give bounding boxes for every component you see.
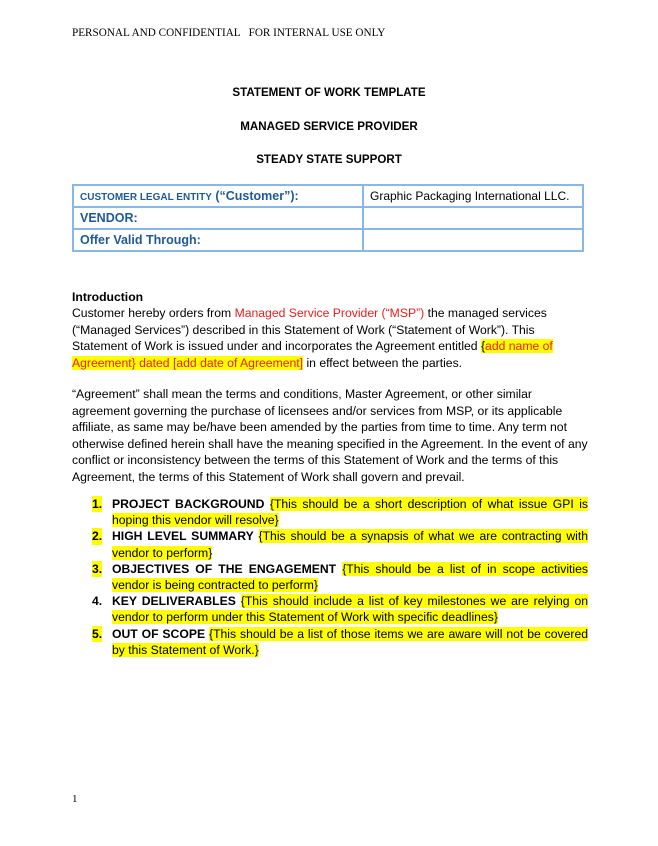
- section-description: {This should include a list of key milestones we are relying on vendor to perform under this Statement of Work with specific deadlines}: [112, 594, 588, 625]
- section-heading: OUT OF SCOPE: [112, 626, 206, 641]
- offer-valid-through-label: Offer Valid Through:: [73, 229, 363, 251]
- table-row: [73, 229, 583, 251]
- section-description: {This should be a synapsis of what we are contracting with vendor to perform}: [112, 529, 589, 560]
- section-heading: OBJECTIVES OF THE ENGAGEMENT: [112, 561, 337, 576]
- list-item: [72, 496, 588, 528]
- section-number: 1.: [92, 497, 103, 511]
- section-heading: PROJECT BACKGROUND: [112, 497, 265, 511]
- offer-valid-through-value[interactable]: [363, 229, 583, 251]
- section-heading: HIGH LEVEL SUMMARY: [112, 529, 254, 544]
- list-item: [72, 626, 588, 658]
- list-item: [72, 561, 588, 593]
- section-number: 2.: [92, 529, 103, 544]
- msp-placeholder: Managed Service Provider (“MSP”): [234, 306, 425, 320]
- table-row: [73, 207, 583, 229]
- sow-sections-list: [72, 496, 588, 658]
- agreement-placeholder: add name of Agreement} dated [add date of Agreement]: [72, 339, 553, 370]
- list-item: [72, 593, 588, 625]
- vendor-value[interactable]: [363, 207, 583, 229]
- customer-legal-entity-label: CUSTOMER LEGAL ENTITY (“Customer”):: [73, 185, 363, 207]
- vendor-label: VENDOR:: [73, 207, 363, 229]
- list-item: [72, 528, 588, 560]
- section-number: 5.: [92, 626, 103, 641]
- page-number: 1: [72, 793, 78, 805]
- document-title: STATEMENT OF WORK TEMPLATE: [232, 86, 426, 99]
- document-subtitle: MANAGED SERVICE PROVIDER: [240, 120, 418, 133]
- customer-legal-entity-value[interactable]: Graphic Packaging International LLC.: [363, 185, 583, 207]
- agreement-placeholder-brace: {: [480, 339, 486, 353]
- section-number: 3.: [92, 561, 103, 576]
- section-description: {This should be a list of those items we are aware will not be covered by this Statement of Work.}: [112, 626, 589, 657]
- table-row: [73, 185, 583, 207]
- section-description: {This should be a list of in scope activities vendor is being contracted to perform}: [112, 561, 589, 593]
- section-number: 4.: [92, 594, 103, 609]
- customer-info-table: [72, 184, 584, 252]
- section-description: {This should be a short description of what issue GPI is hoping this vendor will resolve}: [112, 497, 588, 528]
- document-subtitle-2: STEADY STATE SUPPORT: [256, 153, 402, 166]
- agreement-definition-paragraph: “Agreement” shall mean the terms and conditions, Master Agreement, or other similar agreement governing the purchase of licensees and/or services from MSP, or its applicable affiliate, as same may be/have been amended by the parties from time to time. Any term not otherwise defined herein shall have the meaning specified in the Agreement. In the event of any conflict or inconsistency between the terms of this Statement of Work and the terms of this Agreement, the terms of this Statement of Work shall govern and prevail.: [72, 387, 588, 484]
- section-heading: KEY DELIVERABLES: [112, 594, 236, 609]
- confidentiality-header: PERSONAL AND CONFIDENTIAL FOR INTERNAL USE ONLY: [72, 27, 386, 39]
- introduction-paragraph-1: Customer hereby orders from Managed Service Provider (“MSP”) the managed services (“Managed Services”) described in this Statement of Work (“Statement of Work”). This Statement of Work is issued under and incorporates the Agreement entitled {add name of Agreement} dated [add date of Agreement] in effect between the parties.: [72, 306, 553, 370]
- introduction-heading: Introduction: [72, 290, 144, 304]
